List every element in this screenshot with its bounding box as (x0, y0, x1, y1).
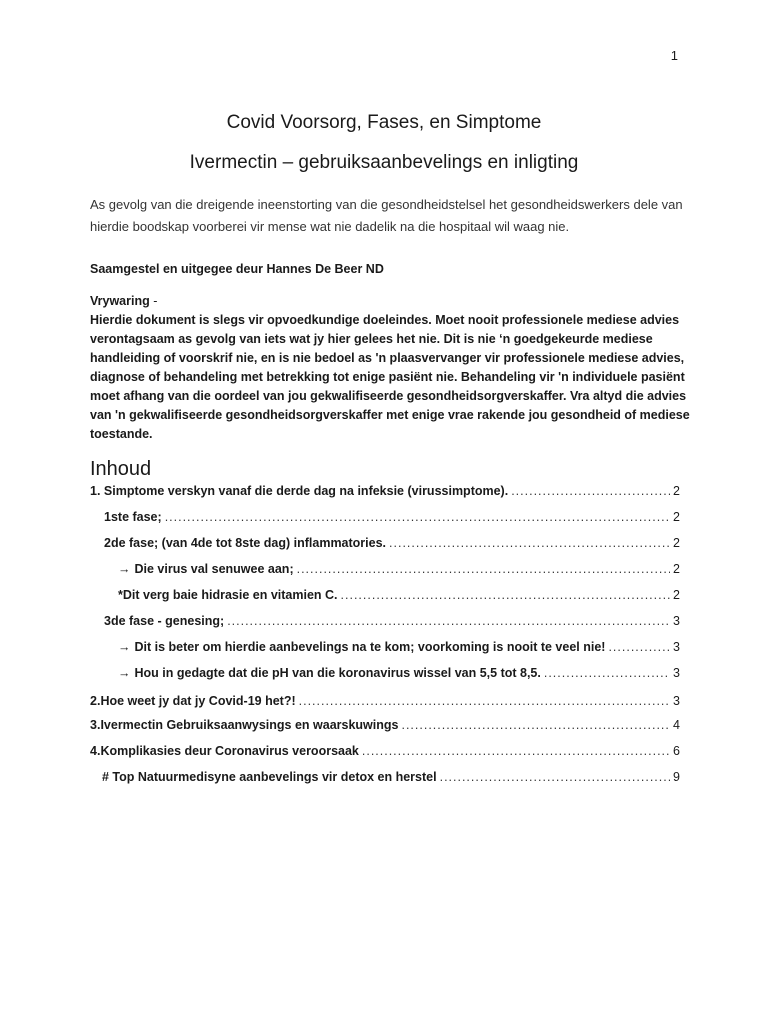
toc-entry-text: 1ste fase; (104, 510, 162, 524)
toc-page-ref: 3 (673, 694, 680, 708)
toc-page-ref: 3 (673, 666, 680, 680)
toc-entry-12[interactable] (102, 770, 680, 790)
toc-entry-3[interactable] (104, 536, 680, 556)
toc-entry-7[interactable] (118, 640, 680, 660)
toc-leader (362, 744, 670, 758)
toc-entry-10[interactable] (90, 718, 680, 738)
toc-entry-text: 1. Simptome verskyn vanaf die derde dag na infeksie (virussimptome). (90, 484, 509, 498)
toc-entry-text: 2de fase; (van 4de tot 8ste dag) inflammatories. (104, 536, 387, 550)
toc-leader (297, 562, 670, 576)
toc-entry-11[interactable] (90, 744, 680, 764)
toc-entry-text: Hoe weet jy dat jy Covid-19 het?! (100, 694, 296, 708)
toc-page-ref: 3 (673, 614, 680, 628)
toc-entry-2[interactable] (104, 510, 680, 530)
toc-leader (389, 536, 670, 550)
arrow-right-icon: → (118, 562, 131, 576)
toc-page-ref: 2 (673, 510, 680, 524)
toc-page-ref: 4 (673, 718, 680, 732)
toc-entry-9[interactable] (90, 694, 680, 714)
toc-entry-text: Hou in gedagte dat die pH van die koronavirus wissel van 5,5 tot 8,5. (134, 666, 541, 680)
disclaimer-heading-text: Vrywaring (90, 294, 150, 308)
toc-entry-text: Ivermectin Gebruiksaanwysings en waarskuwings (100, 718, 399, 732)
toc-page-ref: 2 (673, 484, 680, 498)
toc-entry-8[interactable] (118, 666, 680, 686)
toc-leader (608, 640, 670, 654)
toc-leader (440, 770, 670, 784)
toc-entry-6[interactable] (104, 614, 680, 634)
toc-entry-text: Komplikasies deur Coronavirus veroorsaak (100, 744, 359, 758)
arrow-right-icon: → (118, 640, 131, 654)
toc-page-ref: 3 (673, 640, 680, 654)
toc-page-ref: 6 (673, 744, 680, 758)
toc-leader (401, 718, 670, 732)
toc-leader (299, 694, 670, 708)
toc-page-ref: 2 (673, 562, 680, 576)
disclaimer-heading (90, 292, 690, 311)
toc-entry-text: Die virus val senuwee aan; (134, 562, 294, 576)
toc-entry-number: 3. (90, 718, 101, 732)
disclaimer-body: Hierdie dokument is slegs vir opvoedkundige doeleindes. Moet nooit professionele mediese advies verontagsaam as gevolg van iets wat jy hier gelees het nie. Dit is nie ‘n goedgekeurde mediese handleiding of voorskrif nie, en is nie bedoel as 'n plaasvervanger vir professionele mediese advies, diagnose of behandeling met betrekking tot enige pasiënt nie. Behandeling vir 'n individuele pasiënt moet afhang van die oordeel van jou gekwalifiseerde gesondheidsorgverskaffer. Vra altyd die advies van 'n gekwalifiseerde gesondheidsorgverskaffer met enige vrae rakende jou gesondheid of mediese toestande. (90, 313, 690, 441)
compiled-by: Saamgestel en uitgegee deur Hannes De Beer ND (90, 262, 384, 276)
toc-entry-text: Dit is beter om hierdie aanbevelings na te kom; voorkoming is nooit te veel nie! (134, 640, 606, 654)
toc-page-ref: 9 (673, 770, 680, 784)
toc-entry-number: 2. (90, 694, 101, 708)
toc-entry-text: 3de fase - genesing; (104, 614, 225, 628)
toc-entry-number: 4. (90, 744, 101, 758)
toc-entry-4[interactable] (118, 562, 680, 582)
arrow-right-icon: → (118, 666, 131, 680)
disclaimer-section (90, 292, 690, 444)
toc-entry-1[interactable] (90, 484, 680, 504)
intro-paragraph: As gevolg van die dreigende ineenstorting van die gesondheidstelsel het gesondheidswerkers dele van hierdie boodskap voorberei vir mense wat nie dadelik na die hospitaal wil waag nie. (90, 197, 683, 234)
toc-leader (165, 510, 670, 524)
toc-leader (511, 484, 670, 498)
toc-entry-text: *Dit verg baie hidrasie en vitamien C. (118, 588, 338, 602)
toc-leader (341, 588, 671, 602)
toc-entry-text: # Top Natuurmedisyne aanbevelings vir detox en herstel (102, 770, 437, 784)
toc-leader (544, 666, 670, 680)
page-number: 1 (670, 48, 678, 63)
toc-entry-5[interactable] (118, 588, 680, 608)
toc-page-ref: 2 (673, 536, 680, 550)
document-title: Covid Voorsorg, Fases, en Simptome (226, 112, 542, 133)
toc-leader (227, 614, 670, 628)
disclaimer-dash: - (149, 294, 158, 308)
toc-page-ref: 2 (673, 588, 680, 602)
toc-heading: Inhoud (90, 458, 152, 480)
document-subtitle: Ivermectin – gebruiksaanbevelings en inligting (189, 152, 579, 173)
